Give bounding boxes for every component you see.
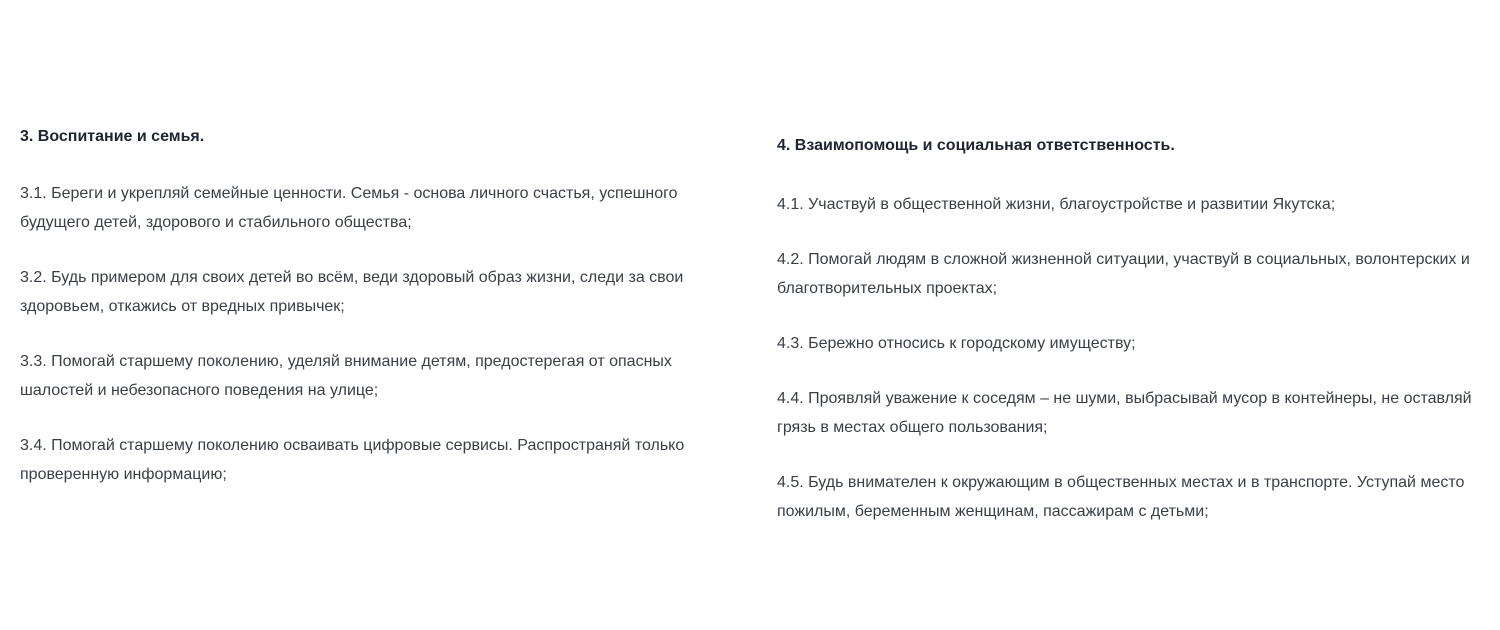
section-mutual-aid bbox=[777, 135, 1477, 552]
section-title-mutual-aid: 4. Взаимопомощь и социальная ответственность. bbox=[777, 137, 1175, 154]
list-item: 4.1. Участвуй в общественной жизни, благоустройстве и развитии Якутска; bbox=[777, 196, 1336, 213]
list-item: 3.2. Будь примером для своих детей во всём, веди здоровый образ жизни, следи за свои здоровьем, откажись от вредных привычек; bbox=[20, 269, 684, 315]
list-item: 3.3. Помогай старшему поколению, уделяй внимание детям, предостерегая от опасных шалостей и небезопасного поведения на улице; bbox=[20, 353, 672, 399]
list-item: 4.5. Будь внимателен к окружающим в общественных местах и в транспорте. Уступай место пожилым, беременным женщинам, пассажирам с детьми; bbox=[777, 474, 1465, 520]
section-family bbox=[20, 126, 740, 515]
list-item: 3.4. Помогай старшему поколению осваивать цифровые сервисы. Распространяй только проверенную информацию; bbox=[20, 437, 685, 483]
section-title-family: 3. Воспитание и семья. bbox=[20, 128, 205, 145]
list-item: 4.2. Помогай людям в сложной жизненной ситуации, участвуй в социальных, волонтерских и благотворительных проектах; bbox=[777, 251, 1470, 297]
list-item: 4.4. Проявляй уважение к соседям – не шуми, выбрасывай мусор в контейнеры, не оставляй грязь в местах общего пользования; bbox=[777, 390, 1472, 436]
list-item: 4.3. Бережно относись к городскому имуществу; bbox=[777, 335, 1136, 352]
list-item: 3.1. Береги и укрепляй семейные ценности. Семья - основа личного счастья, успешного будущего детей, здорового и стабильного общества; bbox=[20, 185, 678, 231]
